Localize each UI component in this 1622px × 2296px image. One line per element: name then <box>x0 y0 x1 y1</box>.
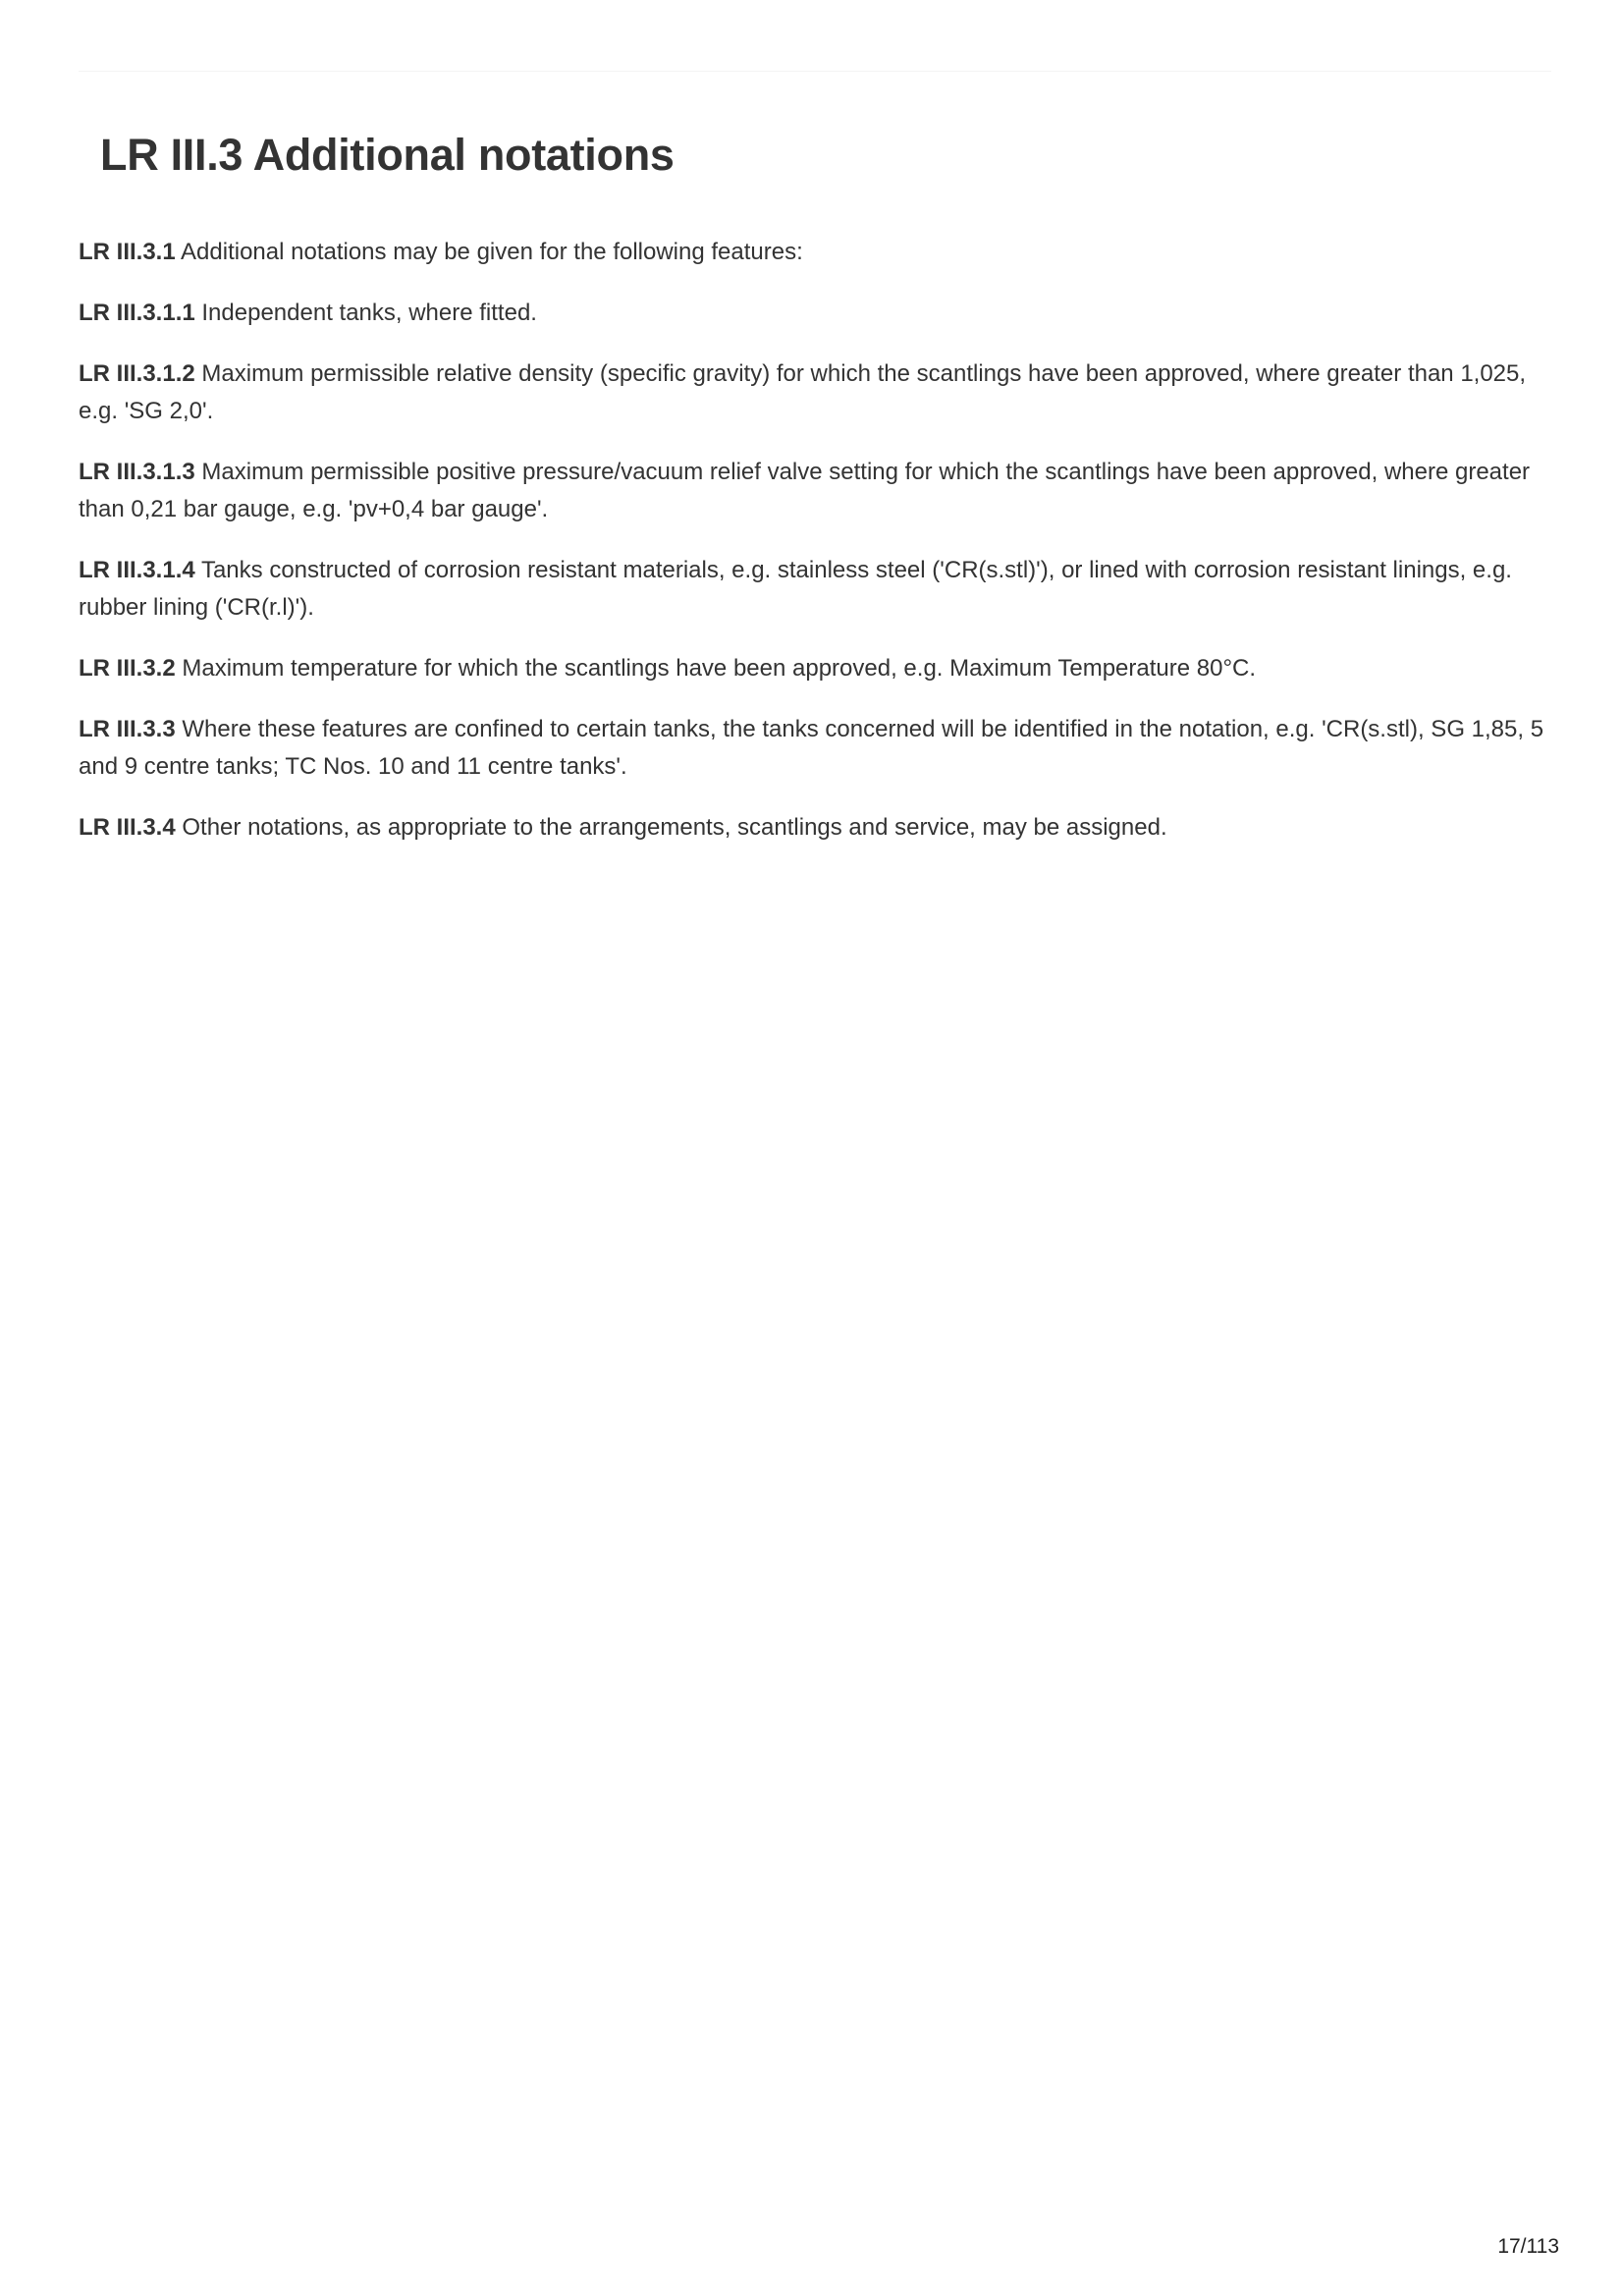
paragraph-lr-iii-3-2 <box>79 650 1551 687</box>
paragraph-text: Independent tanks, where fitted. <box>201 300 537 326</box>
paragraph-lr-iii-3-1-2 <box>79 355 1551 430</box>
section-content <box>79 234 1551 870</box>
paragraph-lr-iii-3-1-1 <box>79 295 1551 332</box>
paragraph-lr-iii-3-1 <box>79 234 1551 271</box>
paragraph-ref: LR III.3.1.1 <box>79 300 195 326</box>
paragraph-text: Maximum permissible relative density (specific gravity) for which the scantlings have been approved, where greater than 1,025, e.g. 'SG 2,0'. <box>79 360 1527 424</box>
top-divider <box>79 71 1551 72</box>
paragraph-text: Maximum temperature for which the scantlings have been approved, e.g. Maximum Temperature 80°C. <box>182 655 1257 682</box>
paragraph-ref: LR III.3.4 <box>79 814 176 841</box>
paragraph-ref: LR III.3.1 <box>79 239 176 265</box>
paragraph-text: Other notations, as appropriate to the arrangements, scantlings and service, may be assigned. <box>182 814 1167 841</box>
paragraph-text: Where these features are confined to certain tanks, the tanks concerned will be identified in the notation, e.g. 'CR(s.stl), SG 1,85, 5 and 9 centre tanks; TC Nos. 10 and 11 centre tanks'. <box>79 716 1544 780</box>
paragraph-lr-iii-3-4 <box>79 809 1551 847</box>
section-title: LR III.3 Additional notations <box>100 130 675 180</box>
paragraph-text: Tanks constructed of corrosion resistant materials, e.g. stainless steel ('CR(s.stl)'), or lined with corrosion resistant linings, e.g. rubber lining ('CR(r.l)'). <box>79 557 1512 621</box>
paragraph-ref: LR III.3.2 <box>79 655 176 682</box>
paragraph-ref: LR III.3.3 <box>79 716 176 742</box>
paragraph-ref: LR III.3.1.3 <box>79 459 195 485</box>
paragraph-text: Maximum permissible positive pressure/vacuum relief valve setting for which the scantlings have been approved, where greater than 0,21 bar gauge, e.g. 'pv+0,4 bar gauge'. <box>79 459 1531 522</box>
paragraph-lr-iii-3-3 <box>79 711 1551 786</box>
paragraph-lr-iii-3-1-4 <box>79 552 1551 627</box>
paragraph-ref: LR III.3.1.4 <box>79 557 195 583</box>
page-number: 17/113 <box>1497 2235 1559 2258</box>
paragraph-lr-iii-3-1-3 <box>79 454 1551 528</box>
paragraph-text: Additional notations may be given for the following features: <box>181 239 803 265</box>
paragraph-ref: LR III.3.1.2 <box>79 360 195 387</box>
